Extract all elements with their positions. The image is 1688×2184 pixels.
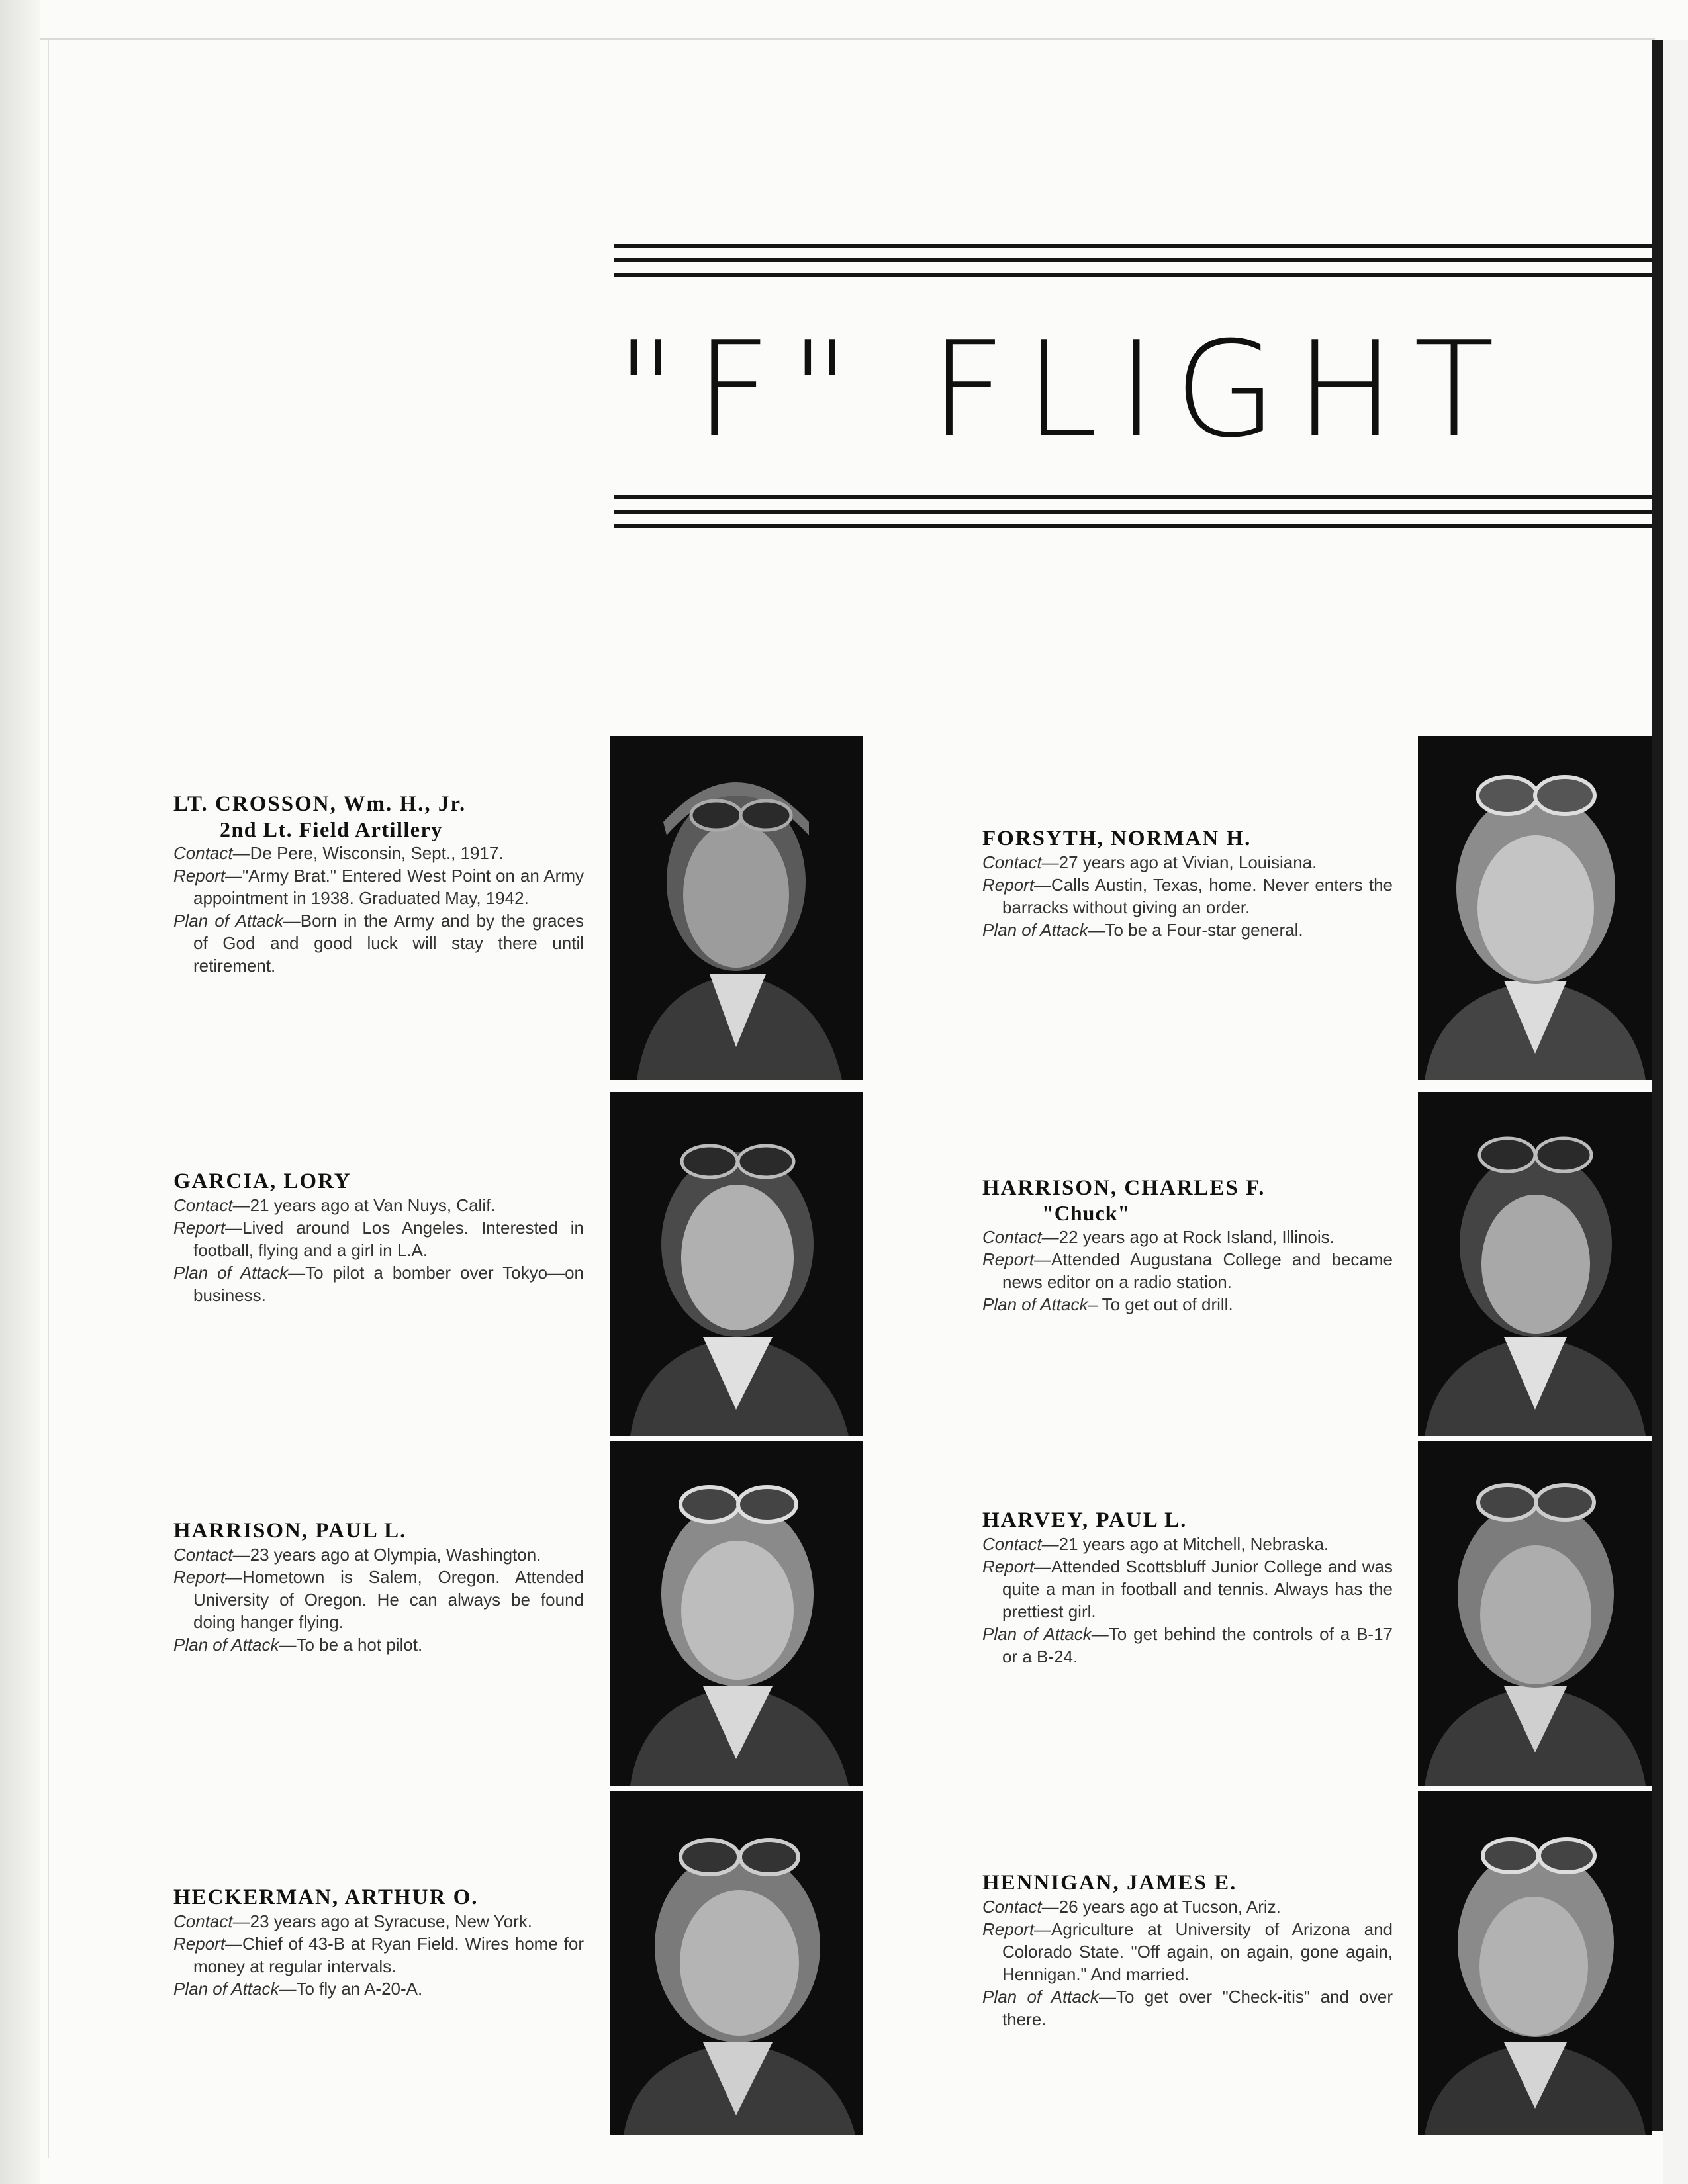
portrait-photo-heckerman [610,1791,863,2135]
plan-label: Plan of Attack [173,911,283,931]
plan-text: —To get behind the controls of a B-17 or a B-24. [1002,1624,1393,1666]
portrait-photo-harvey [1418,1441,1652,1786]
plan-label: Plan of Attack [173,1635,279,1655]
cadet-name: FORSYTH, NORMAN H. [982,827,1252,850]
plan-text: —To get over "Check-itis" and over there. [1002,1987,1393,2029]
contact-text: —22 years ago at Rock Island, Illinois. [1041,1227,1335,1247]
portrait-photo-hennigan [1418,1791,1652,2135]
entry-garcia [173,1169,584,1306]
contact-label: Contact [982,1897,1042,1917]
entry-crosson [173,792,584,977]
cadet-rank: 2nd Lt. Field Artillery [220,817,443,841]
plan-label: Plan of Attack [982,920,1088,940]
report-label: Report [982,1919,1035,1939]
plan-label: Plan of Attack [982,1295,1088,1314]
entry-harvey [982,1508,1393,1668]
report-text: —Chief of 43-B at Ryan Field. Wires home for money at regular intervals. [193,1934,584,1976]
report-text: —Attended Augustana College and became news editor on a radio station. [1002,1250,1393,1292]
report-text: —Agriculture at University of Arizona and Colorado State. "Off again, on again, gone again, Hennigan." And married. [1002,1919,1393,1984]
plan-text: —Born in the Army and by the graces of God and good luck will stay there until retirement. [193,911,584,976]
plan-text: —To be a Four-star general. [1088,920,1303,940]
cadet-name: HECKERMAN, ARTHUR O. [173,1886,479,1909]
cadet-name: HARRISON, CHARLES F. [982,1176,1266,1200]
entry-harrison-charles [982,1175,1393,1316]
title-rules-top [614,244,1652,287]
report-text: —Lived around Los Angeles. Interested in football, flying and a girl in L.A. [193,1218,584,1260]
report-text: —Attended Scottsbluff Junior College and was quite a man in football and tennis. Always has the prettiest girl. [1002,1557,1393,1621]
report-label: Report [173,866,226,886]
plan-label: Plan of Attack [982,1987,1099,2007]
page-binding [0,0,40,2184]
contact-text: —26 years ago at Tucson, Ariz. [1041,1897,1281,1917]
report-label: Report [173,1567,226,1587]
portrait-photo-forsyth [1418,736,1652,1080]
contact-text: —27 years ago at Vivian, Louisiana. [1041,852,1317,872]
entry-hennigan [982,1870,1393,2030]
spine-crease [48,40,49,2158]
plan-label: Plan of Attack [173,1263,289,1283]
contact-label: Contact [982,1534,1042,1554]
cadet-name: HENNIGAN, JAMES E. [982,1871,1237,1895]
contact-label: Contact [173,1545,233,1565]
plan-label: Plan of Attack [982,1624,1092,1644]
report-label: Report [173,1934,226,1954]
title-rules-bottom [614,495,1652,539]
cadet-name: LT. CROSSON, Wm. H., Jr. [173,792,467,816]
cadet-name: HARRISON, PAUL L. [173,1519,407,1543]
report-label: Report [982,1250,1035,1269]
page-top-edge [40,38,1655,40]
entry-forsyth [982,826,1393,941]
contact-text: —21 years ago at Van Nuys, Calif. [232,1195,496,1215]
contact-label: Contact [982,852,1042,872]
contact-label: Contact [173,1911,233,1931]
contact-label: Contact [173,1195,233,1215]
report-text: —Hometown is Salem, Oregon. Attended University of Oregon. He can always be found doing hanger flying. [193,1567,584,1632]
portrait-photo-garcia [610,1092,863,1436]
report-label: Report [173,1218,226,1238]
entry-heckerman [173,1885,584,2000]
report-label: Report [982,875,1035,895]
cadet-nickname: "Chuck" [1042,1201,1131,1225]
portrait-photo-harrison-paul [610,1441,863,1786]
cadet-name: GARCIA, LORY [173,1169,352,1193]
contact-text: —23 years ago at Syracuse, New York. [232,1911,532,1931]
report-text: —"Army Brat." Entered West Point on an Army appointment in 1938. Graduated May, 1942. [193,866,584,908]
cadet-name: HARVEY, PAUL L. [982,1508,1188,1532]
report-text: —Calls Austin, Texas, home. Never enters the barracks without giving an order. [1002,875,1393,917]
plan-label: Plan of Attack [173,1979,279,1999]
page-right-margin [1663,40,1688,2184]
plan-text: —To fly an A-20-A. [279,1979,423,1999]
page-title: "F" FLIGHT [616,313,1513,467]
plan-text: —To be a hot pilot. [279,1635,423,1655]
portrait-photo-harrison-charles [1418,1092,1652,1436]
plan-text: —To pilot a bomber over Tokyo—on business. [193,1263,585,1305]
contact-label: Contact [982,1227,1042,1247]
portrait-photo-crosson [610,736,863,1080]
report-label: Report [982,1557,1035,1576]
entry-harrison-paul [173,1518,584,1656]
contact-text: —23 years ago at Olympia, Washington. [232,1545,541,1565]
contact-label: Contact [173,843,233,863]
contact-text: —21 years ago at Mitchell, Nebraska. [1041,1534,1329,1554]
page-right-edge-dark [1652,40,1663,2131]
plan-text: – To get out of drill. [1088,1295,1233,1314]
contact-text: —De Pere, Wisconsin, Sept., 1917. [232,843,504,863]
